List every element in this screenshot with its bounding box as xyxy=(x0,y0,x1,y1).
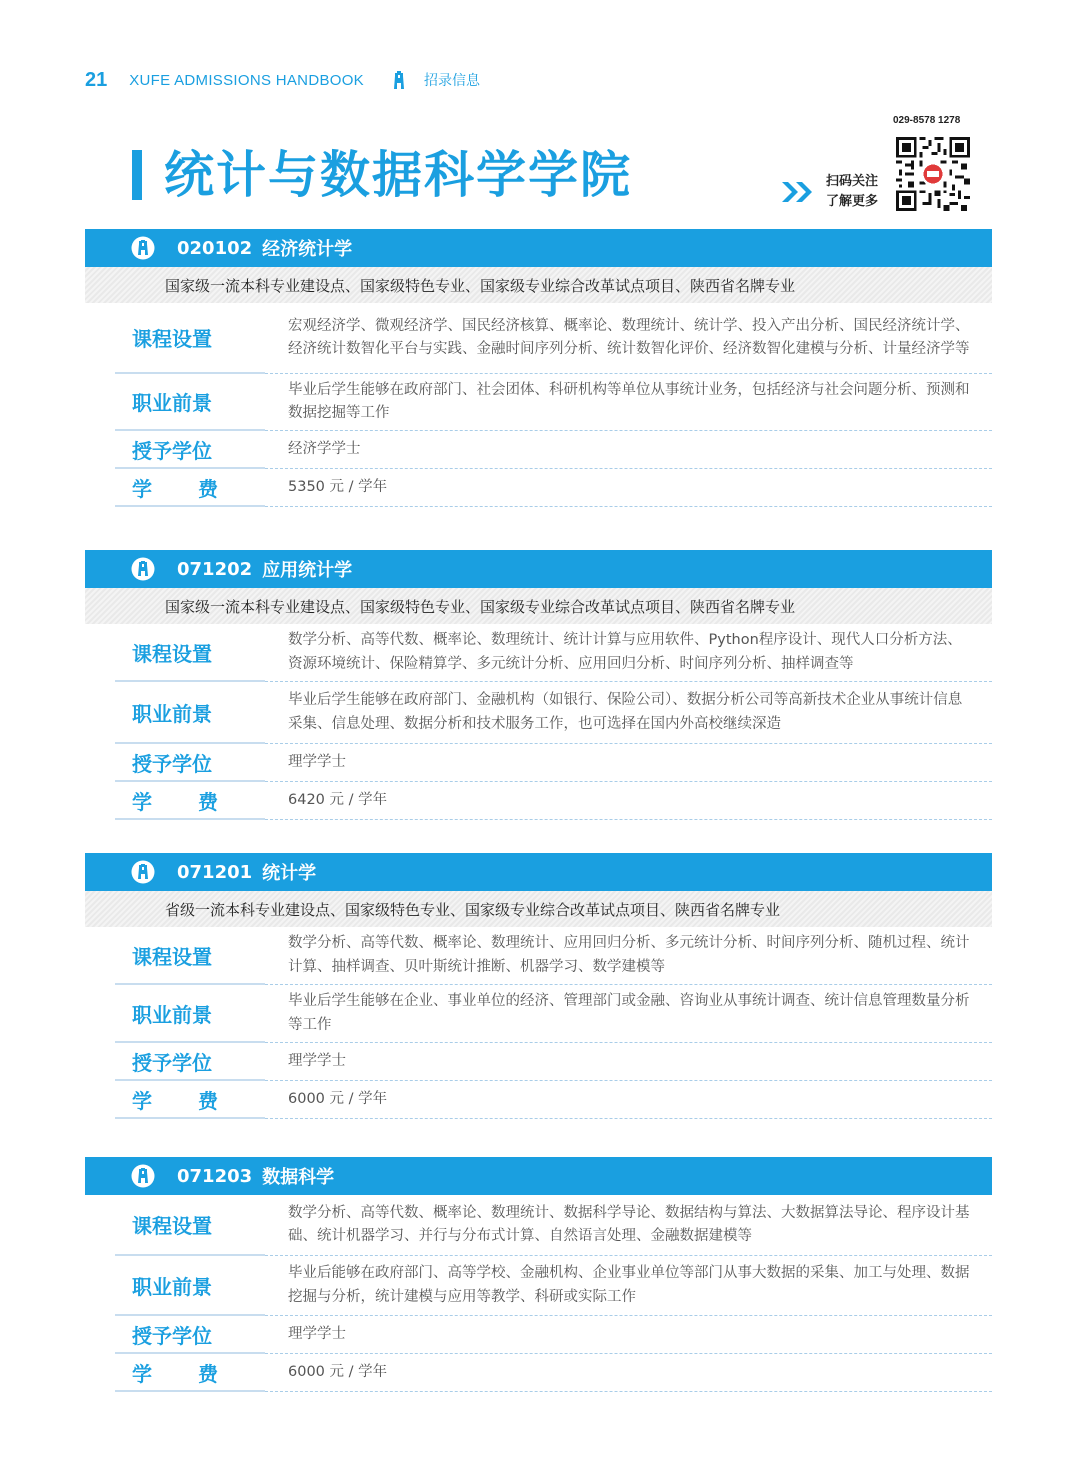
row-courses xyxy=(85,927,992,985)
row-label-degree: 授予学位 xyxy=(115,431,265,469)
major-block xyxy=(85,550,992,820)
row-career xyxy=(85,985,992,1043)
major-code: 071202 xyxy=(177,558,253,580)
row-value-fee: 6420 元 / 学年 xyxy=(265,782,992,820)
row-label-fee xyxy=(115,469,265,507)
row-degree xyxy=(85,1043,992,1081)
row-label-career: 职业前景 xyxy=(115,682,265,744)
major-code: 020102 xyxy=(177,237,253,259)
row-label-career: 职业前景 xyxy=(115,1256,265,1316)
fee-label-b: 费 xyxy=(198,1088,218,1113)
fee-label-b: 费 xyxy=(198,1361,218,1386)
row-value-courses: 数学分析、高等代数、概率论、数理统计、应用回归分析、多元统计分析、时间序列分析、随机过程、统计计算、抽样调查、贝叶斯统计推断、机器学习、数学建模等 xyxy=(265,927,992,985)
row-value-fee: 5350 元 / 学年 xyxy=(265,469,992,507)
row-degree xyxy=(85,431,992,469)
row-value-degree: 经济学学士 xyxy=(265,431,992,469)
section-label: 招录信息 xyxy=(424,73,480,89)
major-name: 数据科学 xyxy=(262,1167,335,1188)
major-name: 经济统计学 xyxy=(262,239,353,260)
major-block xyxy=(85,229,992,507)
major-name: 应用统计学 xyxy=(262,560,353,581)
row-value-courses: 数学分析、高等代数、概率论、数理统计、统计计算与应用软件、Python程序设计、现代人口分析方法、资源环境统计、保险精算学、多元统计分析、应用回归分析、时间序列分析、抽样调查等 xyxy=(265,624,992,682)
tower-badge-icon xyxy=(131,557,155,581)
fee-label-b: 费 xyxy=(198,476,218,501)
row-label-courses: 课程设置 xyxy=(115,624,265,682)
row-value-career: 毕业后能够在政府部门、高等学校、金融机构、企业事业单位等部门从事大数据的采集、加工与处理、数据挖掘与分析，统计建模与应用等教学、科研或实际工作 xyxy=(265,1256,992,1316)
fee-label-a: 学 xyxy=(132,1361,152,1386)
row-fee xyxy=(85,469,992,507)
row-label-fee xyxy=(115,782,265,820)
qr-caption-line2: 了解更多 xyxy=(826,194,879,209)
row-degree xyxy=(85,744,992,782)
fee-label-a: 学 xyxy=(132,789,152,814)
tower-badge-icon xyxy=(131,1164,155,1188)
major-header xyxy=(85,1157,992,1195)
row-label-career: 职业前景 xyxy=(115,985,265,1043)
row-fee xyxy=(85,782,992,820)
row-value-degree: 理学学士 xyxy=(265,1316,992,1354)
phone-number: 029-8578 1278 xyxy=(893,115,961,126)
major-block xyxy=(85,853,992,1119)
major-header xyxy=(85,229,992,267)
qr-caption xyxy=(826,172,878,212)
page-title: 统计与数据科学学院 xyxy=(164,146,632,204)
row-value-courses: 数学分析、高等代数、概率论、数理统计、数据科学导论、数据结构与算法、大数据算法导论、程序设计基础、统计机器学习、并行与分布式计算、自然语言处理、金融数据建模等 xyxy=(265,1195,992,1256)
row-value-courses: 宏观经济学、微观经济学、国民经济核算、概率论、数理统计、统计学、投入产出分析、国民经济统计学、经济统计数智化平台与实践、金融时间序列分析、统计数智化评价、经济数智化建模与分析、计量经济学等 xyxy=(265,303,992,374)
tower-badge-icon xyxy=(131,236,155,260)
row-courses xyxy=(85,624,992,682)
tower-icon xyxy=(392,71,406,89)
double-chevron-icon xyxy=(780,180,816,204)
row-value-degree: 理学学士 xyxy=(265,744,992,782)
row-label-degree: 授予学位 xyxy=(115,1316,265,1354)
row-value-career: 毕业后学生能够在政府部门、金融机构（如银行、保险公司）、数据分析公司等高新技术企业从事统计信息采集、信息处理、数据分析和技术服务工作，也可选择在国内外高校继续深造 xyxy=(265,682,992,744)
major-honor: 省级一流本科专业建设点、国家级特色专业、国家级专业综合改革试点项目、陕西省名牌专业 xyxy=(85,891,992,927)
major-header xyxy=(85,550,992,588)
row-label-degree: 授予学位 xyxy=(115,1043,265,1081)
fee-label-a: 学 xyxy=(132,1088,152,1113)
major-code: 071203 xyxy=(177,1165,253,1187)
row-label-courses: 课程设置 xyxy=(115,927,265,985)
major-name: 统计学 xyxy=(262,863,317,884)
major-honor: 国家级一流本科专业建设点、国家级特色专业、国家级专业综合改革试点项目、陕西省名牌专业 xyxy=(85,588,992,624)
row-value-fee: 6000 元 / 学年 xyxy=(265,1354,992,1392)
row-value-degree: 理学学士 xyxy=(265,1043,992,1081)
qr-caption-line1: 扫码关注 xyxy=(826,174,879,189)
row-fee xyxy=(85,1354,992,1392)
page-number: 21 xyxy=(85,68,108,91)
major-code: 071201 xyxy=(177,861,253,883)
row-value-career: 毕业后学生能够在政府部门、社会团体、科研机构等单位从事统计业务，包括经济与社会问题分析、预测和数据挖掘等工作 xyxy=(265,374,992,431)
row-value-fee: 6000 元 / 学年 xyxy=(265,1081,992,1119)
row-career xyxy=(85,374,992,431)
fee-label-a: 学 xyxy=(132,476,152,501)
page-header xyxy=(85,66,480,94)
qr-code-icon[interactable] xyxy=(896,137,970,211)
title-accent-bar xyxy=(132,150,142,200)
row-label-courses: 课程设置 xyxy=(115,303,265,374)
major-block xyxy=(85,1157,992,1392)
row-label-fee xyxy=(115,1354,265,1392)
fee-label-b: 费 xyxy=(198,789,218,814)
row-career xyxy=(85,1256,992,1316)
row-label-degree: 授予学位 xyxy=(115,744,265,782)
row-value-career: 毕业后学生能够在企业、事业单位的经济、管理部门或金融、咨询业从事统计调查、统计信息管理数量分析等工作 xyxy=(265,985,992,1043)
row-label-courses: 课程设置 xyxy=(115,1195,265,1256)
row-courses xyxy=(85,303,992,374)
major-honor: 国家级一流本科专业建设点、国家级特色专业、国家级专业综合改革试点项目、陕西省名牌专业 xyxy=(85,267,992,303)
row-degree xyxy=(85,1316,992,1354)
tower-badge-icon xyxy=(131,860,155,884)
row-career xyxy=(85,682,992,744)
row-label-career: 职业前景 xyxy=(115,374,265,431)
major-header xyxy=(85,853,992,891)
row-fee xyxy=(85,1081,992,1119)
handbook-title: XUFE ADMISSIONS HANDBOOK xyxy=(129,71,364,89)
row-courses xyxy=(85,1195,992,1256)
row-label-fee xyxy=(115,1081,265,1119)
